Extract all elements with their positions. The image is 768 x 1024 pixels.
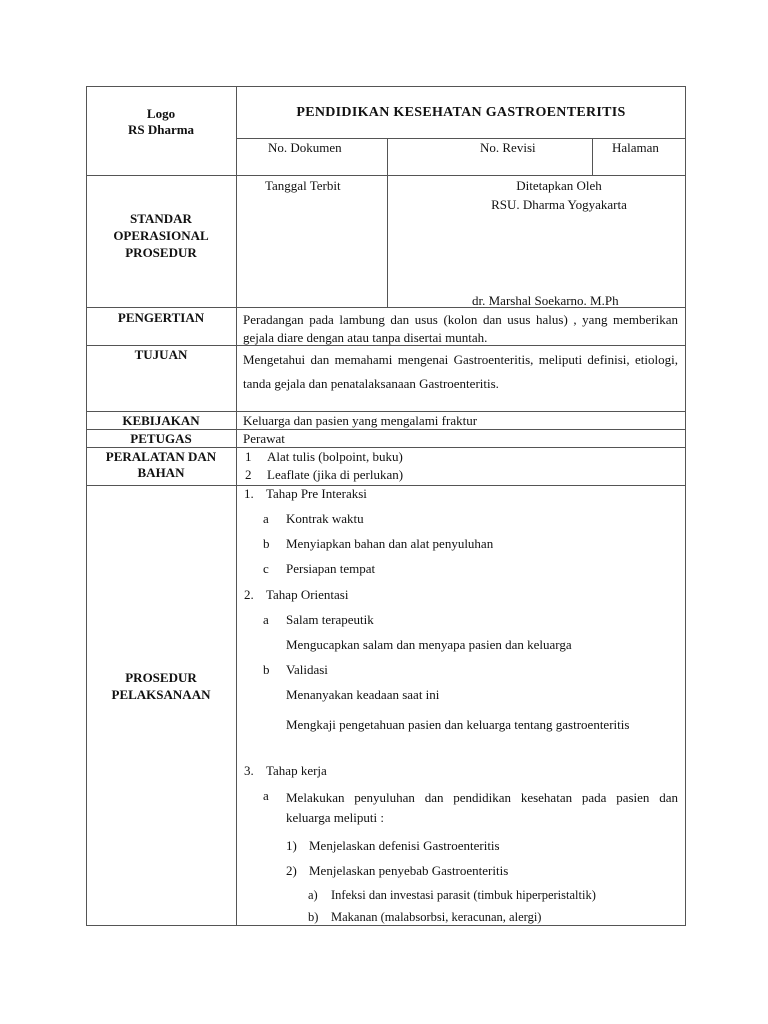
- sub-substep-num: 2): [286, 863, 297, 878]
- divider: [236, 86, 237, 926]
- substep-mark: a: [263, 511, 269, 526]
- ditetapkan-oleh-label: Ditetapkan Oleh: [516, 178, 602, 193]
- divider: [387, 138, 388, 307]
- substep-text: Salam terapeutik: [286, 612, 374, 627]
- step-title: Tahap Orientasi: [266, 587, 349, 602]
- substep-text: Persiapan tempat: [286, 561, 376, 576]
- petugas-label: PETUGAS: [130, 431, 192, 446]
- step-title: Tahap kerja: [266, 763, 327, 778]
- signer-name: dr. Marshal Soekarno. M.Ph: [472, 293, 619, 308]
- sop-label-line-1: STANDAR: [130, 211, 192, 226]
- logo-line-1: Logo: [146, 106, 176, 121]
- kebijakan-text: Keluarga dan pasien yang mengalami fraktur: [243, 413, 478, 428]
- sop-label-line-3: PROSEDUR: [125, 245, 197, 260]
- detail-mark: a): [308, 888, 318, 902]
- substep-mark: b: [263, 662, 270, 677]
- peralatan-label-line-1: PERALATAN DAN: [105, 449, 217, 464]
- substep-text: Validasi: [286, 662, 328, 677]
- tujuan-label: TUJUAN: [134, 347, 188, 362]
- sub-substep-text: Menjelaskan defenisi Gastroenteritis: [309, 838, 500, 853]
- detail-mark: b): [308, 910, 319, 924]
- peralatan-label-line-2: BAHAN: [137, 465, 185, 480]
- document-title: PENDIDIKAN KESEHATAN GASTROENTERITIS: [296, 105, 626, 120]
- step-number: 2.: [244, 587, 254, 602]
- sop-label-line-2: OPERASIONAL: [113, 228, 209, 243]
- pengertian-text: Peradangan pada lambung dan usus (kolon dan usus halus) , yang memberikan gejala diare dengan atau tanpa disertai muntah.: [243, 312, 678, 345]
- prosedur-label-line-2: PELAKSANAAN: [111, 687, 211, 702]
- rsu-name: RSU. Dharma Yogyakarta: [491, 197, 627, 212]
- divider: [592, 138, 593, 175]
- sop-label: [86, 210, 236, 261]
- substep-mark: a: [263, 788, 269, 803]
- peralatan-label: [86, 449, 236, 481]
- divider: [86, 175, 686, 176]
- no-revisi-label: No. Revisi: [480, 140, 536, 155]
- substep-text: Menyiapkan bahan dan alat penyuluhan: [286, 536, 494, 551]
- divider: [86, 447, 686, 448]
- substep-detail: Mengucapkan salam dan menyapa pasien dan keluarga: [286, 637, 572, 652]
- peralatan-item-num: 2: [245, 467, 252, 482]
- substep-detail: Mengkaji pengetahuan pasien dan keluarga tentang gastroenteritis: [286, 717, 630, 732]
- sub-substep-num: 1): [286, 838, 297, 853]
- substep-text: Kontrak waktu: [286, 511, 364, 526]
- detail-text: Infeksi dan investasi parasit (timbuk hiperperistaltik): [331, 888, 596, 902]
- substep-mark: a: [263, 612, 269, 627]
- halaman-label: Halaman: [612, 140, 659, 155]
- logo-placeholder: [86, 106, 236, 138]
- substep-mark: c: [263, 561, 269, 576]
- step-number: 1.: [244, 486, 254, 501]
- prosedur-label: [86, 669, 236, 703]
- tujuan-text: Mengetahui dan memahami mengenai Gastroenteritis, meliputi definisi, etiologi, tanda gejala dan penatalaksanaan Gastroenteritis.: [243, 352, 678, 391]
- step-title: Tahap Pre Interaksi: [266, 486, 367, 501]
- divider: [236, 138, 686, 139]
- logo-line-2: RS Dharma: [127, 122, 195, 137]
- peralatan-item-text: Alat tulis (bolpoint, buku): [267, 449, 403, 464]
- tanggal-terbit-label: Tanggal Terbit: [265, 178, 341, 193]
- divider: [86, 485, 686, 486]
- step-number: 3.: [244, 763, 254, 778]
- substep-mark: b: [263, 536, 270, 551]
- peralatan-item-num: 1: [245, 449, 252, 464]
- no-dokumen-label: No. Dokumen: [268, 140, 342, 155]
- substep-text: Melakukan penyuluhan dan pendidikan kesehatan pada pasien dan keluarga meliputi :: [286, 790, 678, 825]
- prosedur-label-line-1: PROSEDUR: [125, 670, 197, 685]
- divider: [86, 429, 686, 430]
- pengertian-label: PENGERTIAN: [117, 310, 205, 325]
- peralatan-item-text: Leaflate (jika di perlukan): [267, 467, 404, 482]
- divider: [86, 411, 686, 412]
- petugas-text: Perawat: [243, 431, 285, 446]
- kebijakan-label: KEBIJAKAN: [122, 413, 200, 428]
- detail-text: Makanan (malabsorbsi, keracunan, alergi): [331, 910, 542, 924]
- sub-substep-text: Menjelaskan penyebab Gastroenteritis: [309, 863, 509, 878]
- substep-detail: Menanyakan keadaan saat ini: [286, 687, 440, 702]
